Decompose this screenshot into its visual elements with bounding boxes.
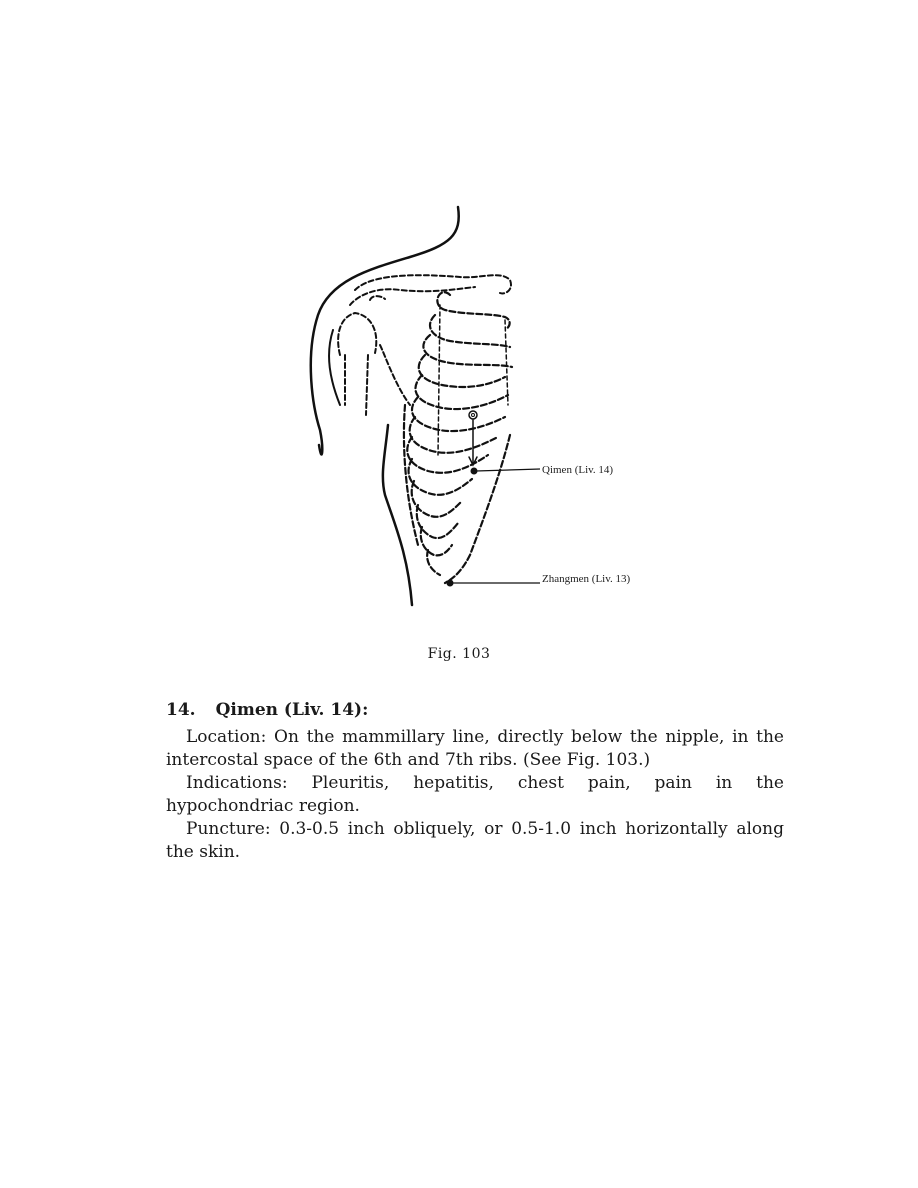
figure-caption: Fig. 103: [427, 646, 491, 662]
indications-paragraph: Indications: Pleuritis, hepatitis, chest pain, pain in the hypochondriac region.: [166, 773, 784, 816]
rib-cage-illustration: [300, 205, 640, 615]
article-body: [166, 699, 784, 864]
clavicle: [350, 275, 511, 305]
scapula: [338, 313, 410, 415]
nipple-marker: [469, 411, 477, 419]
qimen-label: Qimen (Liv. 14): [542, 464, 614, 476]
ribs: [404, 292, 512, 583]
section-title: Qimen (Liv. 14):: [215, 700, 369, 720]
location-paragraph: Location: On the mammillary line, directly below the nipple, in the intercostal space of the 6th and 7th ribs. (See Fig. 103.): [166, 727, 784, 770]
section-number: 14.: [166, 700, 196, 720]
zhangmen-label: Zhangmen (Liv. 13): [542, 573, 631, 585]
section-heading: [166, 699, 784, 722]
qimen-leader-line: [476, 469, 540, 471]
anatomy-figure: [300, 205, 640, 615]
puncture-paragraph: Puncture: 0.3-0.5 inch obliquely, or 0.5-1.0 inch horizontally along the skin.: [166, 819, 784, 862]
